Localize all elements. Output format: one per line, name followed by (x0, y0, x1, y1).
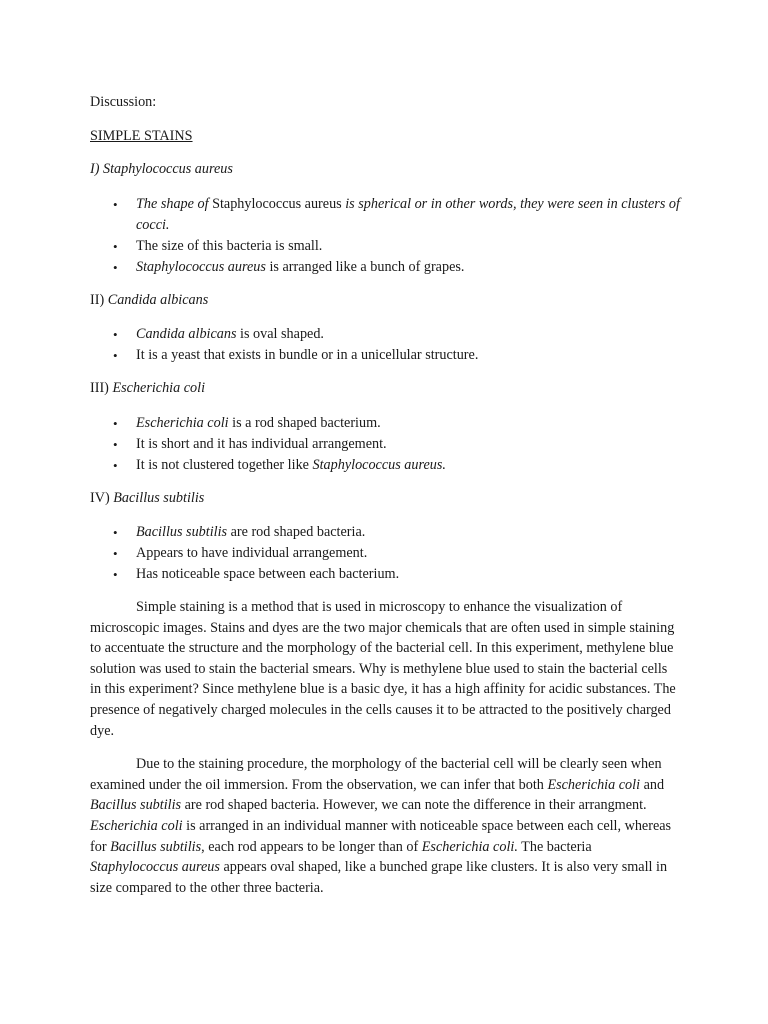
bullet-item (90, 564, 680, 585)
body-paragraph (90, 754, 680, 898)
section-heading: SIMPLE STAINS (90, 127, 193, 144)
text-run: Staphylococcus aureus (212, 195, 342, 212)
text-run: appears oval shaped, like a bunched grape like clusters. It is also very small in size compared to the other three bacteria. (90, 859, 668, 896)
bullet-icon: • (113, 567, 118, 582)
body-paragraph (90, 597, 680, 741)
bullet-item (90, 455, 680, 476)
species-name: Candida albicans (136, 326, 237, 342)
text-run: is arranged in an individual manner with noticeable space between each cell, whereas for (90, 817, 672, 855)
bullet-item (90, 324, 680, 345)
species-name: Staphylococcus aureus (136, 258, 266, 275)
bullet-icon: • (113, 196, 118, 212)
bullet-icon: • (113, 525, 118, 540)
section-numeral: II) (90, 291, 105, 308)
text-run: , each rod appears to be longer than of (201, 838, 422, 855)
bullet-list (90, 194, 680, 278)
bullet-icon: • (113, 348, 118, 363)
text-run: Due to the staining procedure, the morphology of the bacterial cell will be clearly seen when examined under the oil immersion. From the observation, we can infer that both (90, 756, 662, 793)
bullet-icon: • (113, 436, 118, 452)
text-run: is arranged like a bunch of grapes. (265, 258, 465, 275)
species-name: Bacillus subtilis (136, 524, 228, 540)
text-run: It is not clustered together like (136, 456, 313, 473)
bullet-icon: • (113, 327, 118, 342)
bullet-item (90, 236, 680, 257)
text-run: Has noticeable space between each bacterium. (136, 566, 400, 582)
species-name: Bacillus subtilis (110, 838, 202, 855)
species-name: Staphylococcus aureus (90, 859, 220, 876)
bullet-item (90, 413, 680, 434)
section-numeral: IV) (90, 489, 110, 506)
species-name: Escherichia coli. (421, 838, 518, 855)
text-run: are rod shaped bacteria. (227, 524, 366, 540)
section-title (90, 488, 680, 509)
bullet-item (90, 543, 680, 564)
section-title (90, 378, 680, 399)
discussion-label: Discussion: (90, 94, 157, 110)
section-numeral: I) (90, 161, 100, 177)
bullet-item (90, 522, 680, 543)
section-organism: Candida albicans (107, 291, 209, 308)
bullet-icon: • (113, 546, 118, 561)
text-run: It is short and it has individual arrangement. (136, 435, 387, 452)
species-name: The shape of (136, 195, 213, 212)
text-run: The size of this bacteria is small. (136, 237, 323, 254)
section-organism: Bacillus subtilis (113, 489, 205, 506)
text-run: is oval shaped. (236, 326, 324, 342)
discussion-paragraphs (90, 597, 680, 898)
bullet-item (90, 194, 680, 236)
section-title (90, 290, 680, 311)
section-numeral: III) (90, 380, 109, 396)
species-name: is spherical or in other words, they were seen in clusters of cocci. (136, 195, 680, 233)
text-run: is a rod shaped bacterium. (228, 414, 381, 431)
text-run: Appears to have individual arrangement. (136, 545, 368, 561)
bullet-item (90, 434, 680, 455)
section-organism: Escherichia coli (112, 380, 206, 396)
species-name: Staphylococcus aureus. (312, 456, 446, 473)
bullet-icon: • (113, 238, 118, 254)
bullet-icon: • (113, 259, 118, 275)
bullet-list (90, 324, 680, 366)
species-name: Escherichia coli (547, 776, 641, 793)
species-name: Bacillus subtilis (90, 797, 182, 814)
document-page (90, 92, 680, 911)
text-run: Simple staining is a method that is used in microscopy to enhance the visualization of microscopic images. Stains and dyes are the two major chemicals that are often used in simple staining to accentuate the structure and the morphology of the bacterial cell. In this experiment, methylene blue solution was used to stain the bacterial smears. Why is methylene blue used to stain the bacterial cells in this experiment? Since methylene blue is a basic dye, it has a high affinity for acidic substances. The presence of negatively charged molecules in the cells causes it to be attracted to the positively charged dye. (90, 599, 676, 739)
bullet-list (90, 413, 680, 476)
bullet-item (90, 257, 680, 278)
species-name: Escherichia coli (136, 414, 229, 431)
section-organism: Staphylococcus aureus (103, 161, 233, 177)
bullet-list (90, 522, 680, 585)
section-title (90, 159, 680, 180)
text-run: and (640, 776, 665, 793)
text-run: are rod shaped bacteria. However, we can note the difference in their arrangment. (181, 797, 647, 814)
bullet-item (90, 345, 680, 366)
text-run: It is a yeast that exists in bundle or in a unicellular structure. (136, 347, 479, 363)
bullet-icon: • (113, 457, 118, 473)
species-name: Escherichia coli (90, 817, 183, 834)
text-run: The bacteria (517, 838, 592, 855)
organism-sections (90, 159, 680, 585)
bullet-icon: • (113, 415, 118, 431)
